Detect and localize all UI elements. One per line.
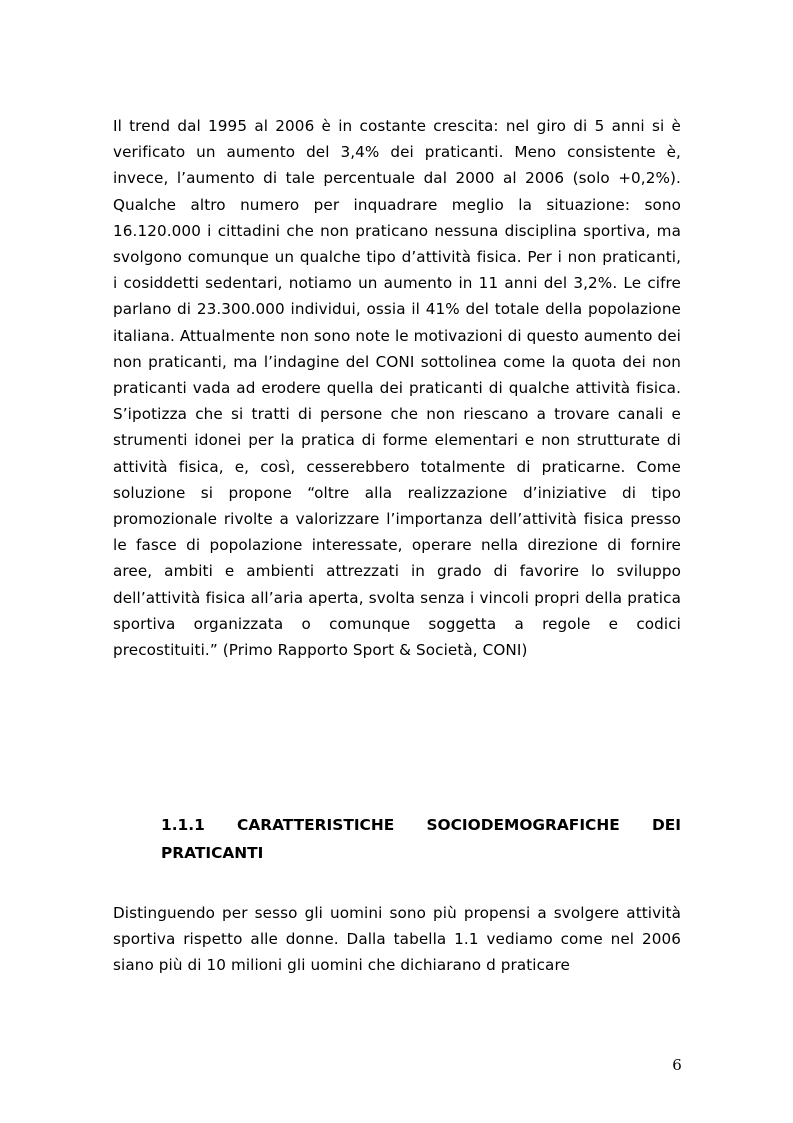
- section-heading-line-2: PRATICANTI: [161, 844, 264, 862]
- section-title-word-3: DEI: [651, 816, 681, 834]
- body-paragraph-2: Distinguendo per sesso gli uomini sono più propensi a svolgere attività sportiva rispetto alle donne. Dalla tabella 1.1 vediamo come nel 2006 siano più di 10 milioni gli uomini che dichiarano d praticare: [113, 904, 681, 975]
- section-number: 1.1.1: [161, 816, 205, 834]
- body-paragraph-1: Il trend dal 1995 al 2006 è in costante crescita: nel giro di 5 anni si è verificato un aumento del 3,4% dei praticanti. Meno consistente è, invece, l’aumento di tale percentuale dal 2000 al 2006 (solo +0,2%). Qualche altro numero per inquadrare meglio la situazione: sono 16.120.000 i cittadini che non praticano nessuna disciplina sportiva, ma svolgono comunque un qualche tipo d’attività fisica. Per i non praticanti, i cosiddetti sedentari, notiamo un aumento in 11 anni del 3,2%. Le cifre parlano di 23.300.000 individui, ossia il 41% del totale della popolazione italiana. Attualmente non sono note le motivazioni di questo aumento dei non praticanti, ma l’indagine del CONI sottolinea come la quota dei non praticanti vada ad erodere quella dei praticanti di qualche attività fisica. S’ipotizza che si tratti di persone che non riescano a trovare canali e strumenti idonei per la pratica di forme elementari e non strutturate di attività fisica, e, così, cesserebbero totalmente di praticarne. Come soluzione si propone “oltre alla realizzazione d’iniziative di tipo promozionale rivolte a valorizzare l’importanza dell’attività fisica presso le fasce di popolazione interessate, operare nella direzione di fornire aree, ambiti e ambienti attrezzati in grado di favorire lo sviluppo dell’attività fisica all’aria aperta, svolta senza i vincoli propri della pratica sportiva organizzata o comunque soggetta a regole e codici precostituiti.” (Primo Rapporto Sport & Società, CONI): [113, 117, 681, 660]
- page-number: 6: [672, 1056, 682, 1074]
- section-title-word-1: CARATTERISTICHE: [237, 816, 395, 834]
- section-heading: [161, 811, 681, 867]
- section-title-word-2: SOCIODEMOGRAFICHE: [426, 816, 620, 834]
- section-heading-line-1: [161, 811, 681, 839]
